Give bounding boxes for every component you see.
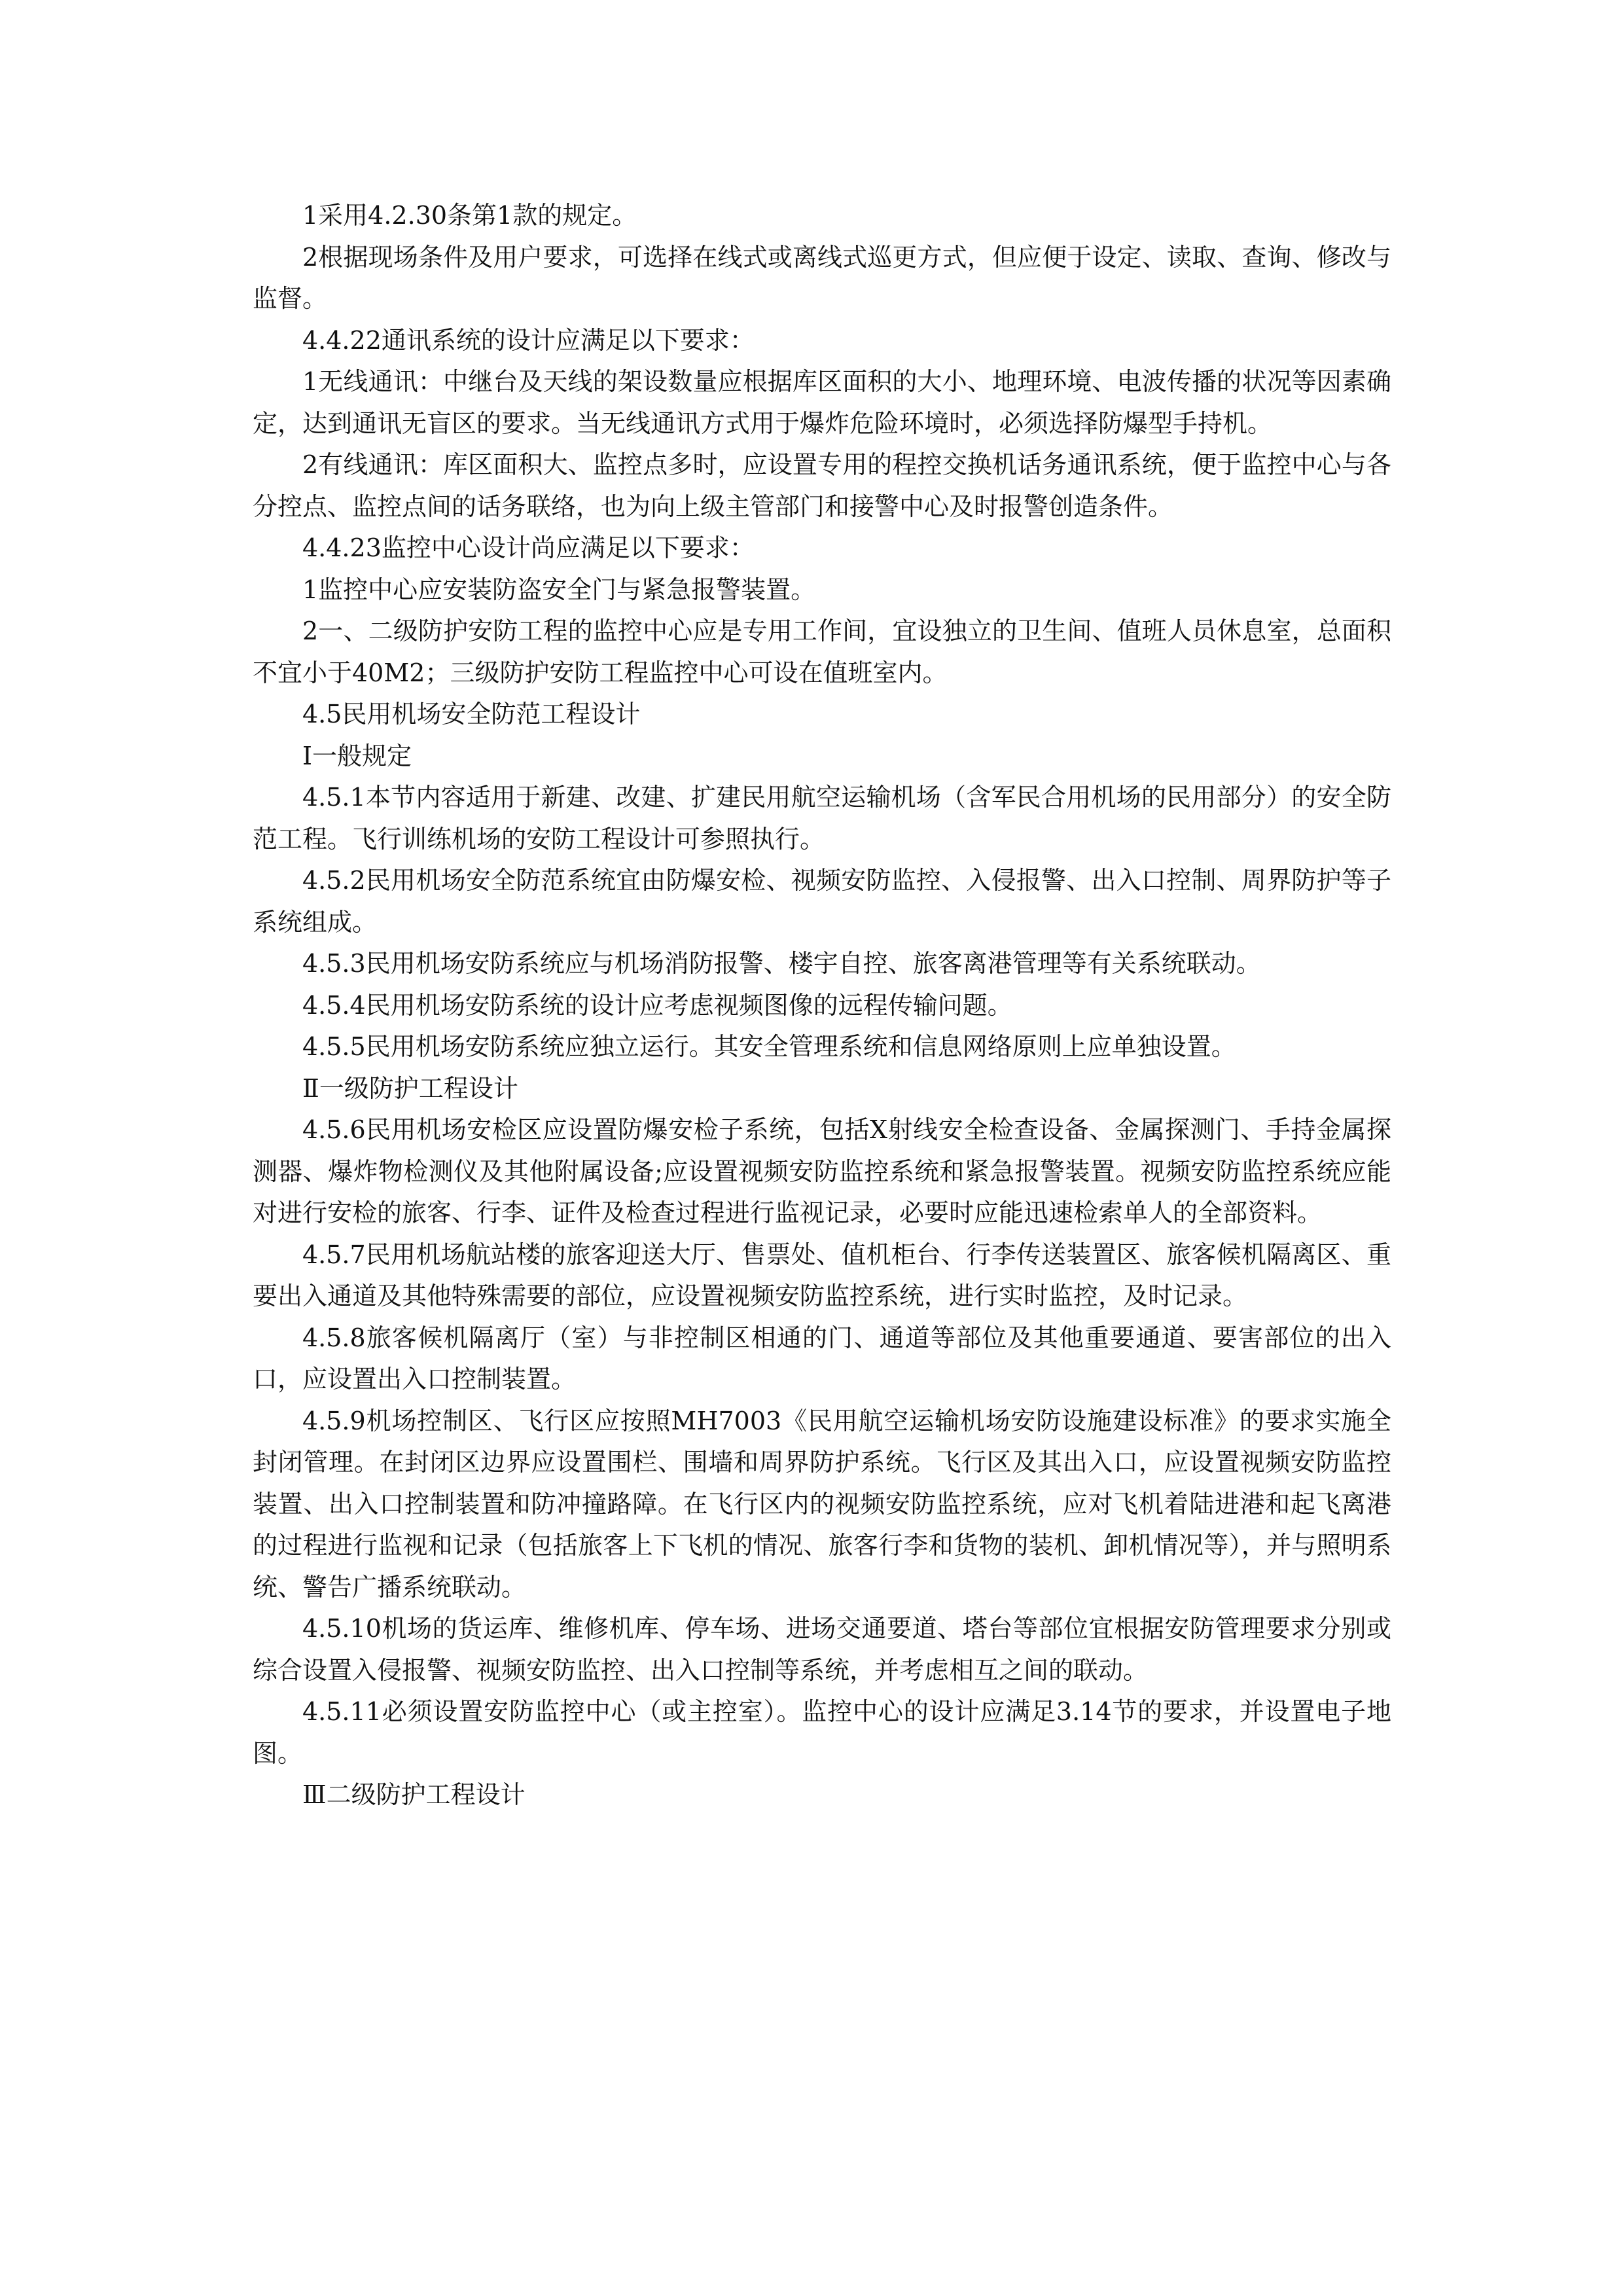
paragraph: 4.5.4民用机场安防系统的设计应考虑视频图像的远程传输问题。 bbox=[302, 990, 1012, 1020]
paragraph: 2有线通讯：库区面积大、监控点多时，应设置专用的程控交换机话务通讯系统，便于监控中心与各分控点、监控点间的话务联络，也为向上级主管部门和接警中心及时报警创造条件。 bbox=[253, 450, 1391, 521]
paragraph: 4.5.5民用机场安防系统应独立运行。其安全管理系统和信息网络原则上应单独设置。 bbox=[302, 1032, 1236, 1061]
paragraph: 4.5.9机场控制区、飞行区应按照MH7003《民用航空运输机场安防设施建设标准》的要求实施全封闭管理。在封闭区边界应设置围栏、围墙和周界防护系统。飞行区及其出入口，应设置视频安防监控装置、出入口控制装置和防冲撞路障。在飞行区内的视频安防监控系统，应对飞机着陆进港和起飞离港的过程进行监视和记录（包括旅客上下飞机的情况、旅客行李和货物的装机、卸机情况等），并与照明系统、警告广播系统联动。 bbox=[253, 1406, 1391, 1602]
document-body bbox=[253, 195, 1391, 1816]
subsection-heading: Ⅲ二级防护工程设计 bbox=[302, 1780, 526, 1809]
paragraph: 1监控中心应安装防盗安全门与紧急报警装置。 bbox=[302, 575, 816, 604]
paragraph: 4.5.10机场的货运库、维修机库、停车场、进场交通要道、塔台等部位宜根据安防管理要求分别或综合设置入侵报警、视频安防监控、出入口控制等系统，并考虑相互之间的联动。 bbox=[253, 1614, 1391, 1685]
clause-heading: 4.4.22通讯系统的设计应满足以下要求： bbox=[302, 325, 755, 355]
paragraph: 4.5.1本节内容适用于新建、改建、扩建民用航空运输机场（含军民合用机场的民用部分）的安全防范工程。飞行训练机场的安防工程设计可参照执行。 bbox=[253, 783, 1391, 853]
subsection-heading: Ⅱ一级防护工程设计 bbox=[302, 1073, 518, 1103]
paragraph: 4.5.7民用机场航站楼的旅客迎送大厅、售票处、值机柜台、行李传送装置区、旅客候机隔离区、重要出入通道及其他特殊需要的部位，应设置视频安防监控系统，进行实时监控，及时记录。 bbox=[253, 1240, 1391, 1310]
paragraph: 2一、二级防护安防工程的监控中心应是专用工作间，宜设独立的卫生间、值班人员休息室，总面积不宜小于40M2；三级防护安防工程监控中心可设在值班室内。 bbox=[253, 617, 1391, 687]
section-heading: 4.5民用机场安全防范工程设计 bbox=[302, 700, 641, 728]
subsection-heading: Ⅰ一般规定 bbox=[302, 741, 412, 770]
paragraph: 4.5.11必须设置安防监控中心（或主控室）。监控中心的设计应满足3.14节的要求，并设置电子地图。 bbox=[253, 1697, 1391, 1768]
clause-heading: 4.4.23监控中心设计尚应满足以下要求： bbox=[302, 533, 755, 562]
paragraph: 1采用4.2.30条第1款的规定。 bbox=[302, 201, 637, 230]
paragraph: 1无线通讯：中继台及天线的架设数量应根据库区面积的大小、地理环境、电波传播的状况等因素确定，达到通讯无盲区的要求。当无线通讯方式用于爆炸危险环境时，必须选择防爆型手持机。 bbox=[253, 367, 1391, 438]
paragraph: 4.5.3民用机场安防系统应与机场消防报警、楼宇自控、旅客离港管理等有关系统联动。 bbox=[302, 949, 1261, 978]
paragraph: 4.5.8旅客候机隔离厅（室）与非控制区相通的门、通道等部位及其他重要通道、要害部位的出入口，应设置出入口控制装置。 bbox=[253, 1323, 1391, 1393]
paragraph: 4.5.2民用机场安全防范系统宜由防爆安检、视频安防监控、入侵报警、出入口控制、周界防护等子系统组成。 bbox=[253, 866, 1391, 937]
paragraph: 2根据现场条件及用户要求，可选择在线式或离线式巡更方式，但应便于设定、读取、查询、修改与监督。 bbox=[253, 242, 1391, 313]
paragraph: 4.5.6民用机场安检区应设置防爆安检子系统，包括X射线安全检查设备、金属探测门、手持金属探测器、爆炸物检测仪及其他附属设备;应设置视频安防监控系统和紧急报警装置。视频安防监控系统应能对进行安检的旅客、行李、证件及检查过程进行监视记录，必要时应能迅速检索单人的全部资料。 bbox=[253, 1115, 1391, 1227]
